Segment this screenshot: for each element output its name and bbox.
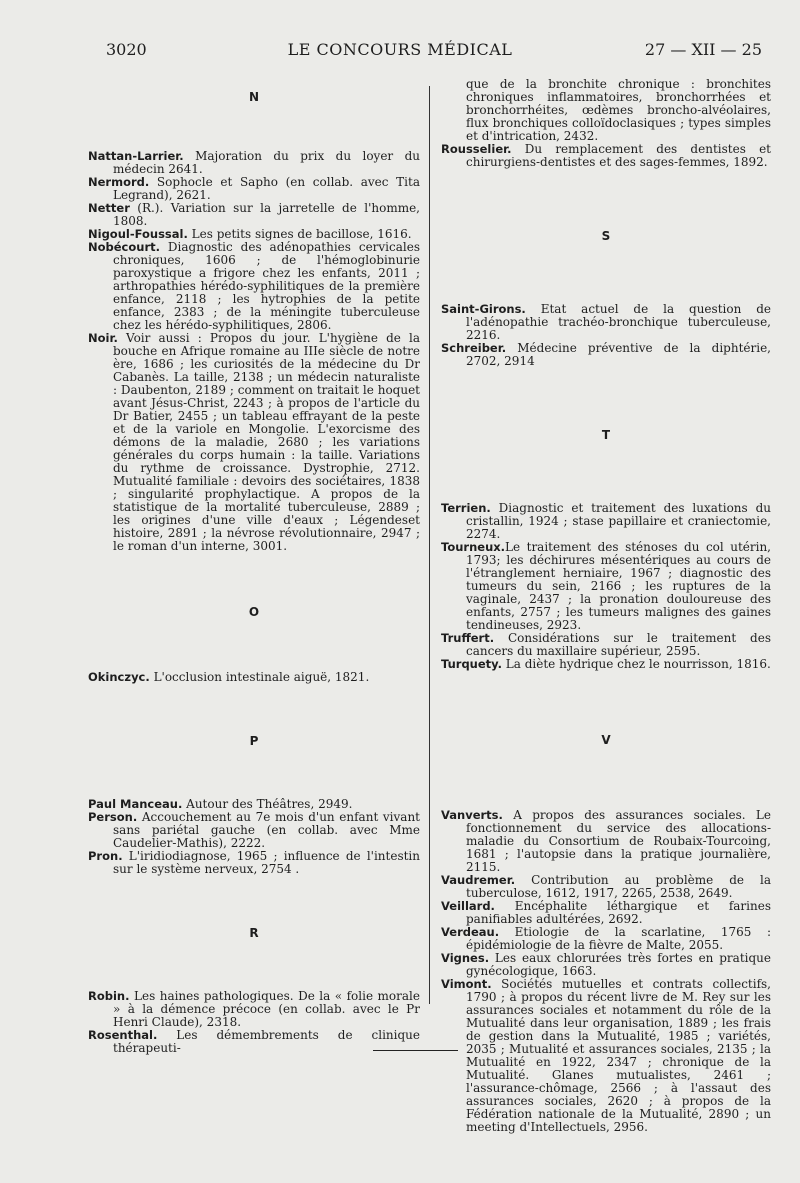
section-letter: N xyxy=(248,90,260,104)
author-name: Vimont. xyxy=(441,977,492,991)
index-entry xyxy=(88,332,420,553)
index-entry xyxy=(441,541,771,632)
author-name: Pron. xyxy=(88,849,123,863)
author-name: Netter xyxy=(88,201,130,215)
author-name: Veillard. xyxy=(441,899,495,913)
entry-text: Le traitement des sténoses du col utérin, 1793; les déchirures mésentériques au cours de l'étranglement herniaire, 1967 ; diagnostic des tumeurs du sein, 2166 ; les ruptures de la vaginale, 2437 ; la pronation douloureuse des enfants, 2757 ; les tumeurs malignes des gaines tendineuses, 2923. xyxy=(466,540,771,632)
author-name: Robin. xyxy=(88,989,130,1003)
index-entry xyxy=(441,303,771,342)
author-name: Rousselier. xyxy=(441,142,512,156)
entry-text: Contribution au problème de la tuberculose, 1612, 1917, 2265, 2538, 2649. xyxy=(466,873,771,900)
index-entry xyxy=(88,850,420,876)
entry-text: Les petits signes de bacillose, 1616. xyxy=(187,227,412,241)
entry-text: Majoration du prix du loyer du médecin 2641. xyxy=(113,149,420,176)
entry-text: Médecine préventive de la diphtérie, 2702, 2914 xyxy=(466,341,771,368)
end-rule xyxy=(373,1050,458,1051)
index-entry xyxy=(441,952,771,978)
author-name: Vignes. xyxy=(441,951,490,965)
entry-text: Diagnostic des adénopathies cervicales chroniques, 1606 ; de l'hémoglobinurie paroxystique a frigore chez les enfants, 2011 ; arthropathies hérédo-syphilitiques de la première enfance, 2118 ; les hytrophies de la petite enfance, 2383 ; de la méningite tuberculeuse chez les hérédo-syphilitiques, 2806. xyxy=(113,240,420,332)
entry-text: Voir aussi : Propos du jour. L'hygiène de la bouche en Afrique romaine au IIIe siècle de notre ère, 1686 ; les curiosités de la médecine du Dr Cabanès. La taille, 2138 ; un médecin naturaliste : Daubenton, 2189 ; comment on traitait le hoquet avant Jésus-Christ, 2243 ; à propos de l'article du Dr Batier, 2455 ; un tableau effrayant de la peste et de la variole en Mongolie. L'exorcisme des démons de la maladie, 2680 ; les variations générales du corps humain : la taille. Variations du rythme de croissance. Dystrophie, 2712. Mutualité familiale : devoirs des sociétaires, 1838 ; singularité prophylactique. A propos de la statistique de la mortalité tuberculeuse, 2889 ; les origines d'une ville d'eaux ; Légendeset histoire, 2891 ; la névrose révolutionnaire, 2947 ; le roman d'un interne, 3001. xyxy=(113,331,420,553)
entry-text: Autour des Théâtres, 2949. xyxy=(182,797,353,811)
section-letter: V xyxy=(601,733,611,747)
section-letter: R xyxy=(249,926,259,940)
author-name: Truffert. xyxy=(441,631,495,645)
index-entry xyxy=(88,241,420,332)
author-name: Verdeau. xyxy=(441,925,500,939)
entry-text: La diète hydrique chez le nourrisson, 1816. xyxy=(501,657,771,671)
author-name: Nermord. xyxy=(88,175,150,189)
continued-entry: que de la bronchite chronique : bronchites chroniques inflammatoires, bronchorrhées et bronchorrhéites, œdèmes broncho-alvéolaires, flux bronchiques colloïdoclasiques ; types simples et d'intrication, 2432. xyxy=(466,77,771,143)
entry-text: L'occlusion intestinale aiguë, 1821. xyxy=(149,670,370,684)
author-name: Tourneux. xyxy=(441,540,506,554)
author-name: Paul Manceau. xyxy=(88,797,183,811)
column-divider xyxy=(429,86,430,1004)
index-entry xyxy=(441,632,771,658)
entry-text: (R.). Variation sur la jarretelle de l'homme, 1808. xyxy=(113,201,420,228)
author-name: Vanverts. xyxy=(441,808,503,822)
index-entry xyxy=(88,1029,420,1055)
entry-text: Considérations sur le traitement des cancers du maxillaire supérieur, 2595. xyxy=(466,631,771,658)
index-entry xyxy=(88,811,420,850)
index-entry xyxy=(88,671,420,684)
author-name: Nigoul-Foussal. xyxy=(88,227,188,241)
section-letter: O xyxy=(248,605,260,619)
index-entry xyxy=(441,342,771,368)
index-entry xyxy=(441,926,771,952)
entry-text: Etat actuel de la question de l'adénopathie trachéo-bronchique tuberculeuse, 2216. xyxy=(466,302,771,342)
index-entry xyxy=(441,809,771,874)
author-name: Rosenthal. xyxy=(88,1028,158,1042)
journal-title: LE CONCOURS MÉDICAL xyxy=(287,40,513,59)
entry-text: Sociétés mutuelles et contrats collectifs, 1790 ; à propos du récent livre de M. Rey sur les assurances sociales et notamment du rôle de la Mutualité dans leur organisation, 1889 ; les frais de gestion dans la Mutualité, 1985 ; variétés, 2035 ; Mutualité et assurances sociales, 2135 ; la Mutualité en 1922, 2347 ; chronique de la Mutualité. Glanes mutualistes, 2461 ; l'assurance-chômage, 2566 ; à l'assaut des assurances sociales, 2620 ; à propos de la Fédération nationale de la Mutualité, 2890 ; un meeting d'Intellectuels, 2956. xyxy=(466,977,771,1134)
entry-text: A propos des assurances sociales. Le fonctionnement du service des allocations-maladie du Consortium de Roubaix-Tourcoing, 1681 ; l'autopsie dans la pratique journalière, 2115. xyxy=(466,808,771,874)
entry-text: L'iridiodiagnose, 1965 ; influence de l'intestin sur le système nerveux, 2754 . xyxy=(113,849,420,876)
issue-date: 27 — XII — 25 xyxy=(644,40,762,59)
index-entry xyxy=(441,502,771,541)
author-name: Turquety. xyxy=(441,657,502,671)
entry-text: Etiologie de la scarlatine, 1765 : épidémiologie de la fièvre de Malte, 2055. xyxy=(466,925,771,952)
entry-text: Les démembrements de clinique thérapeuti- xyxy=(113,1028,420,1055)
index-entry xyxy=(441,978,771,1134)
entry-text: Accouchement au 7e mois d'un enfant vivant sans pariétal gauche (en collab. avec Mme Caudelier-Mathis), 2222. xyxy=(113,810,420,850)
left-column xyxy=(88,78,420,1055)
entry-text: Diagnostic et traitement des luxations du cristallin, 1924 ; stase papillaire et craniectomie, 2274. xyxy=(466,501,771,541)
index-entry xyxy=(88,176,420,202)
section-letter: T xyxy=(601,428,611,442)
author-name: Person. xyxy=(88,810,138,824)
author-name: Okinczyc. xyxy=(88,670,150,684)
entry-text: Sophocle et Sapho (en collab. avec Tita Legrand), 2621. xyxy=(113,175,420,202)
author-name: Saint-Girons. xyxy=(441,302,526,316)
author-name: Nattan-Larrier. xyxy=(88,149,184,163)
entry-text: Encéphalite léthargique et farines panifiables adultérées, 2692. xyxy=(466,899,771,926)
index-entry xyxy=(441,874,771,900)
page-number: 3020 xyxy=(106,40,147,59)
author-name: Nobécourt. xyxy=(88,240,160,254)
section-letter: P xyxy=(249,734,259,748)
author-name: Vaudremer. xyxy=(441,873,516,887)
entry-text: Les haines pathologiques. De la « folie morale » à la démence précoce (en collab. avec le Pr Henri Claude), 2318. xyxy=(113,989,420,1029)
index-entry xyxy=(441,900,771,926)
author-name: Schreiber. xyxy=(441,341,507,355)
index-entry xyxy=(441,658,771,671)
author-name: Noir. xyxy=(88,331,118,345)
entry-text: Du remplacement des dentistes et chirurgiens-dentistes et des sages-femmes, 1892. xyxy=(466,142,771,169)
right-column xyxy=(441,78,771,1134)
index-entry xyxy=(88,202,420,228)
index-entry xyxy=(88,150,420,176)
section-letter: S xyxy=(601,229,611,243)
index-entry xyxy=(88,990,420,1029)
entry-text: Les eaux chlorurées très fortes en pratique gynécologique, 1663. xyxy=(466,951,771,978)
index-entry xyxy=(441,143,771,169)
author-name: Terrien. xyxy=(441,501,491,515)
